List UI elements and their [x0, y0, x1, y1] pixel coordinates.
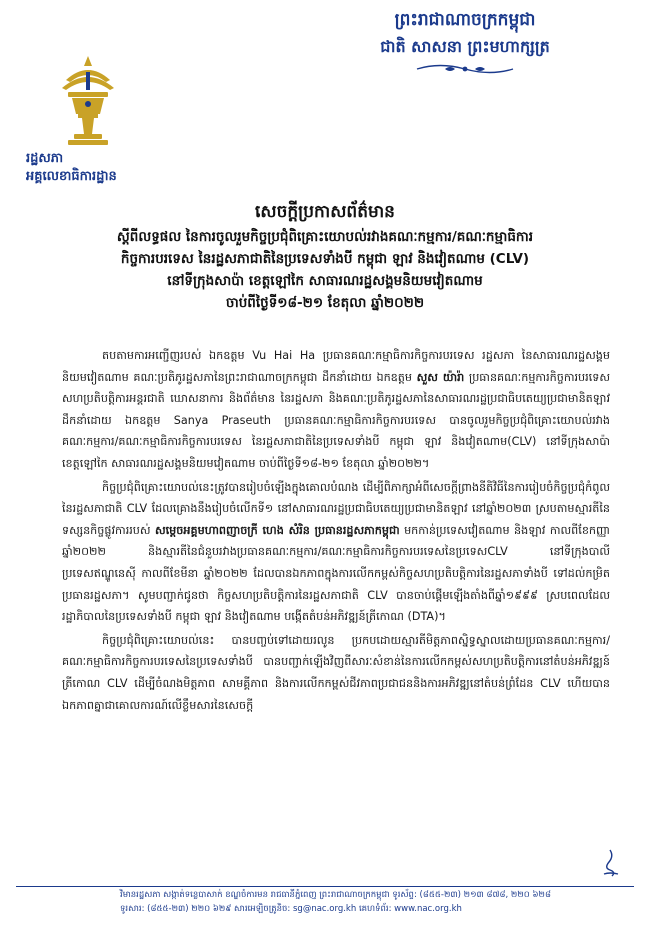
subtitle-line: កិច្ចការបរទេស នៃរដ្ឋសភាជាតិនៃប្រទេសទាំងបី កម្ពុជា ឡាវ និងវៀតណាម (CLV): [120, 251, 530, 267]
subtitle-line: នៅទីក្រុងសាប៉ា ខេត្តឡៅកៃ សាធារណរដ្ឋសង្គមនិយមវៀតណាម: [167, 273, 483, 289]
footer-contact: ទូរសារ: (៨៥៥-២៣) ២២០ ៦២៩ សារអេឡិចត្រូនិច: sg@nac.org.kh គេហទំព័រ: www.nac.org.kh: [120, 904, 462, 914]
national-assembly-emblem-icon: [48, 52, 128, 148]
paragraph-text: កិច្ចប្រជុំពិគ្រោះយោបល់នេះត្រូវបានរៀបចំឡើងក្នុងគោលបំណង ដើម្បីពិភាក្សាអំពីសេចក្តីព្រាងនីតិវិធីនៃការរៀបចំកិច្ចប្រជុំកំពូលនៃរដ្ឋសភាជាតិ CLV ដែលគ្រោងនឹងរៀបចំលើកទី១ នៅសាធារណរដ្ឋប្រជាធិបតេយ្យប្រជាមានិតឡាវ នៅឆ្នាំ២០២៣ ស្របតាមស្មារតីនៃទស្សនកិច្ចផ្លូវការរបស់: [62, 480, 610, 537]
document-body: [62, 345, 610, 718]
national-motto: ជាតិ សាសនា ព្រះមហាក្សត្រ: [380, 37, 550, 56]
department-name: អគ្គលេខាធិការដ្ឋាន: [26, 169, 117, 184]
initial-signature-icon: [598, 848, 622, 878]
footer-address: វិមានរដ្ឋសភា សង្កាត់ទន្លេបាសាក់ ខណ្ឌចំការមន រាជធានីភ្នំពេញ ព្រះរាជាណាចក្រកម្ពុជា ទូរស័ព្ទ: (៨៥៥-២៣) ២១៣ ៨៧៨, ២២០ ៦២៨: [120, 890, 551, 900]
person-name-emphasis: សម្តេចអគ្គមហាពញាចក្រី ហេង សំរិន ប្រធានរដ្ឋសភាកម្ពុជា: [154, 523, 400, 537]
subtitle-line: ស្តីពីលទ្ធផល នៃការចូលរួមកិច្ចប្រជុំពិគ្រោះយោបល់រវាងគណៈកម្មការ/គណៈកម្មាធិការ: [116, 229, 534, 245]
body-paragraph: [62, 477, 610, 628]
paragraph-text: តបតាមការអញ្ជើញរបស់ ឯកឧត្តម Vu Hai Ha ប្រធានគណៈកម្មាធិការកិច្ចការបរទេស រដ្ឋសភា នៃសាធារណរដ្ឋសង្គមនិយមវៀតណាម គណៈប្រតិភូរដ្ឋសភានៃព្រះរាជាណាចក្រកម្ពុជា ដឹកនាំដោយ ឯកឧត្តម: [62, 349, 610, 384]
footer-divider: [16, 886, 634, 887]
body-paragraph: [62, 345, 610, 475]
organization-name: រដ្ឋសភា: [26, 151, 64, 166]
paragraph-text: មកកាន់ប្រទេសវៀតណាម និងឡាវ កាលពីខែកញ្ញា ឆ្នាំ២០២២ និងស្មារតីនៃជំនួបរវាងប្រធានគណៈកម្មការ/គណៈកម្មាធិការកិច្ចការបរទេសនៃប្រទេសCLV នៅទីក្រុងបាលី ប្រទេសឥណ្ឌូនេស៊ី កាលពីខែមីនា ឆ្នាំ២០២២ ដែលបានឯកភាពក្នុងការលើកកម្ពស់កិច្ចសហប្រតិបត្តិការនៃរដ្ឋសភាទាំងបី ទៅដល់កម្រិតប្រធានរដ្ឋសភា។ សូមបញ្ជាក់ជូនថា កិច្ចសហប្រតិបត្តិការនៃរដ្ឋសភាជាតិ CLV បានចាប់ផ្តើមឡើងតាំងពីឆ្នាំ១៩៩៩ ស្របពេលដែលរដ្ឋាភិបាលនៃប្រទេសទាំងបី កម្ពុជា ឡាវ និងវៀតណាម បង្កើតតំបន់អភិវឌ្ឍន៍ត្រីកោណ (DTA)។: [62, 523, 611, 624]
person-name-emphasis: សួស យ៉ារ៉ា: [416, 370, 465, 384]
document-title: សេចក្តីប្រកាសព័ត៌មាន: [255, 202, 395, 222]
ornament-divider-icon: [415, 62, 515, 76]
kingdom-heading: ព្រះរាជាណាចក្រកម្ពុជា: [394, 10, 536, 30]
subtitle-line: ចាប់ពីថ្ងៃទី១៨-២១ ខែតុលា ឆ្នាំ២០២២: [225, 295, 425, 311]
body-paragraph: កិច្ចប្រជុំពិគ្រោះយោបល់នេះ បានបញ្ចប់ទៅដោយរលូន ប្រកបដោយស្មារតីមិត្តភាពស្និទ្ធស្នាលដោយប្រធានគណៈកម្មការ/គណៈកម្មាធិការកិច្ចការបរទេសនៃប្រទេសទាំងបី បានបញ្ជាក់ឡើងវិញពីសារៈសំខាន់នៃការលើកកម្ពស់សហប្រតិបត្តិការនៅតំបន់អភិវឌ្ឍន៍ត្រីកោណ CLV ដើម្បីចំណងមិត្តភាព សាមគ្គីភាព និងការលើកកម្ពស់ជីវភាពប្រជាជននិងការអភិវឌ្ឍនៅតំបន់ព្រំដែន CLV ហើយបានឯកភាពគ្នាជាគោលការណ៍លើខ្លឹមសារនៃសេចក្តី: [62, 633, 610, 712]
paragraph-text: ប្រធានគណៈកម្មការកិច្ចការបរទេស សហប្រតិបត្តិការអន្តរជាតិ ឃោសនាការ និងព័ត៌មាន នៃរដ្ឋសភា និងគណៈប្រតិភូរដ្ឋសភានៃសាធារណរដ្ឋប្រជាធិបតេយ្យប្រជាមានិតឡាវ ដឹកនាំដោយ ឯកឧត្តម Sanya Praseuth ប្រធានគណៈកម្មាធិការកិច្ចការបរទេស បានចូលរួមកិច្ចប្រជុំពិគ្រោះយោបល់រវាងគណៈកម្មការ/គណៈកម្មាធិការកិច្ចការបរទេស នៃរដ្ឋសភាជាតិនៃប្រទេសទាំងបី កម្ពុជា ឡាវ និងវៀតណាម(CLV) នៅទីក្រុងសាប៉ា ខេត្តឡៅកៃ សាធារណរដ្ឋសង្គមនិយមវៀតណាម ចាប់ពីថ្ងៃទី១៨-២១ ខែតុលា ឆ្នាំ២០២២។: [62, 370, 610, 470]
document-subtitle: [40, 226, 610, 314]
